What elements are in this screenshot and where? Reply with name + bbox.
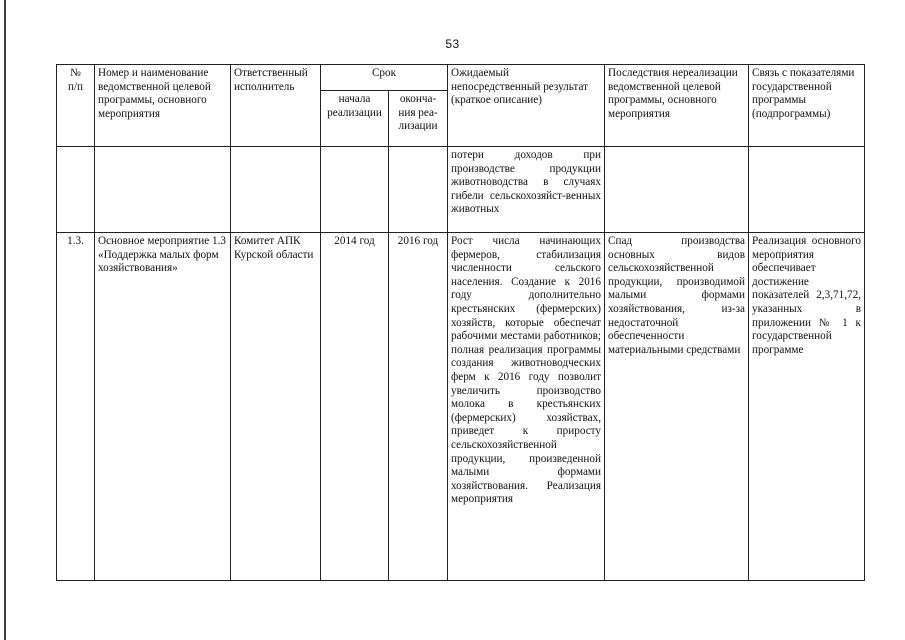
row-link bbox=[749, 147, 865, 233]
row-end bbox=[389, 147, 448, 233]
table-header-row bbox=[57, 65, 865, 91]
header-link: Связь с показателями государственной программы (подпрограммы) bbox=[749, 65, 865, 147]
row-result: Рост числа начинающих фермеров, стабилизация численности сельского населения. Создание к 2016 году дополнительно крестьянских (фермерских) хозяйств, которые обеспечат рабочими местами работников; полная реализация программы создания животноводческих ферм к 2016 году позволит увеличить производство молока в крестьянских (фермерских) хозяйствах, приведет к приросту сельскохозяйственной продукции, произведенной малыми формами хозяйствования. Реализация мероприятия bbox=[448, 233, 605, 581]
header-num: № п/п bbox=[57, 65, 95, 147]
header-start: начала реализации bbox=[321, 91, 389, 147]
header-term: Срок bbox=[321, 65, 448, 91]
page-edge-rule bbox=[4, 0, 6, 640]
row-consequences: Спад производства основных видов сельскохозяйственной продукции, производимой малыми формами хозяйствования, из-за недостаточной обеспеченности материальными средствами bbox=[605, 233, 749, 581]
row-start: 2014 год bbox=[321, 233, 389, 581]
row-name bbox=[95, 147, 231, 233]
table-row bbox=[57, 233, 865, 581]
header-name: Номер и наименование ведомственной целевой программы, основного мероприятия bbox=[95, 65, 231, 147]
row-num bbox=[57, 147, 95, 233]
header-consequences: Последствия нереализации ведомственной целевой программы, основного мероприятия bbox=[605, 65, 749, 147]
row-executor: Комитет АПК Курской области bbox=[231, 233, 321, 581]
page-number: 53 bbox=[445, 37, 460, 51]
row-result: потери доходов при производстве продукции животноводства в случаях гибели сельскохозяйст-венных животных bbox=[448, 147, 605, 233]
row-consequences bbox=[605, 147, 749, 233]
row-executor bbox=[231, 147, 321, 233]
header-executor: Ответственный исполнитель bbox=[231, 65, 321, 147]
header-result: Ожидаемый непосредственный результат (краткое описание) bbox=[448, 65, 605, 147]
program-table bbox=[56, 64, 865, 581]
row-name: Основное мероприятие 1.3 «Поддержка малых форм хозяйствования» bbox=[95, 233, 231, 581]
row-start bbox=[321, 147, 389, 233]
row-link: Реализация основного мероприятия обеспечивает достижение показателей 2,3,71,72, указанных в приложении № 1 к государственной программе bbox=[749, 233, 865, 581]
row-num: 1.3. bbox=[57, 233, 95, 581]
header-end: оконча- ния реа- лизации bbox=[389, 91, 448, 147]
table-row bbox=[57, 147, 865, 233]
row-end: 2016 год bbox=[389, 233, 448, 581]
